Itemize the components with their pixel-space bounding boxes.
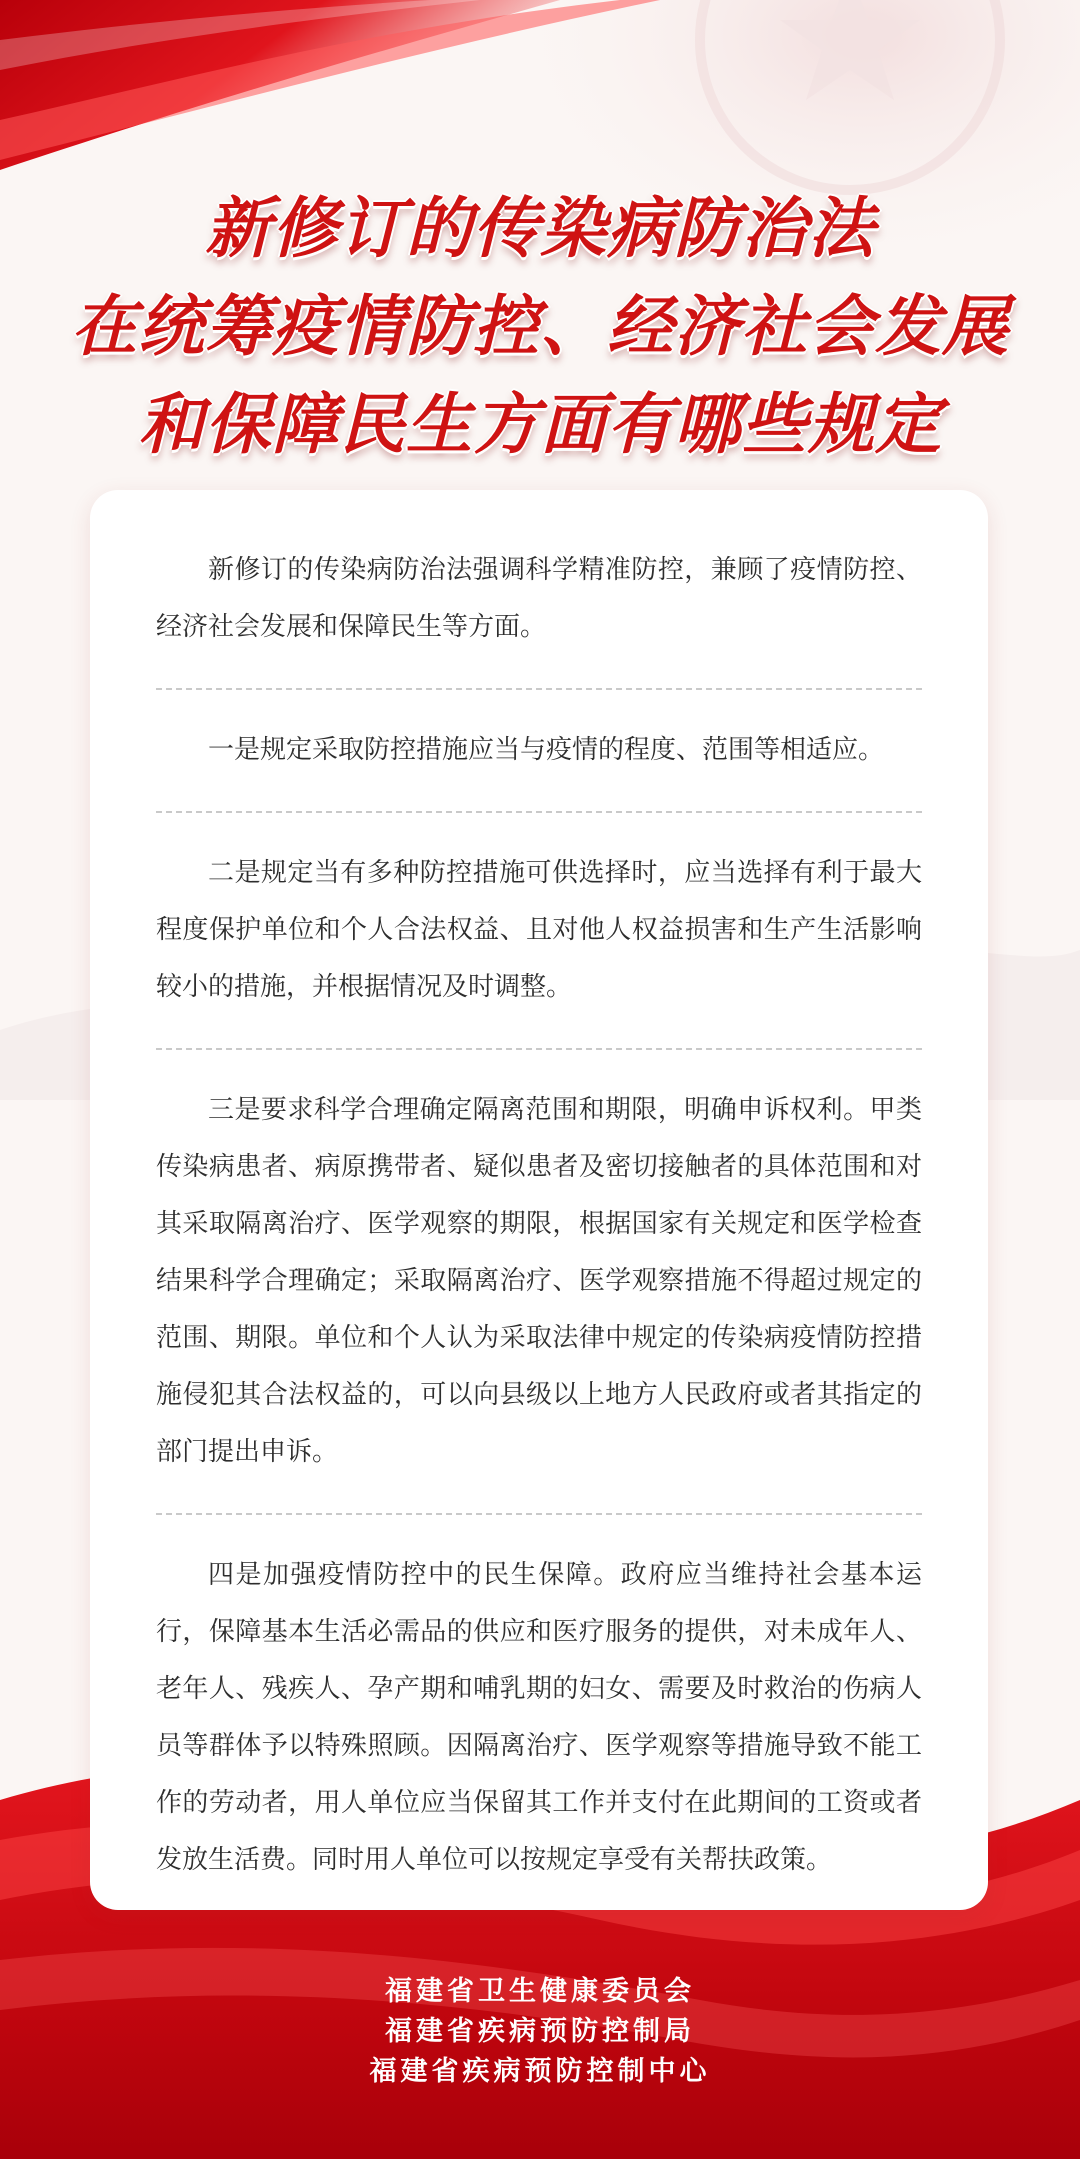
paragraph-point-1: 一是规定采取防控措施应当与疫情的程度、范围等相适应。: [208, 735, 885, 765]
issuer-name: 福建省疾病预防控制中心: [369, 2056, 711, 2087]
paragraph-point-2: 二是规定当有多种防控措施可供选择时，应当选择有利于最大程度保护单位和个人合法权益、且对他人权益损害和生产生活影响较小的措施，并根据情况及时调整。: [156, 858, 922, 1002]
paragraph-intro: 新修订的传染病防治法强调科学精准防控，兼顾了疫情防控、经济社会发展和保障民生等方面。: [156, 555, 922, 642]
content-card: [90, 490, 988, 1910]
issuer-footer: [0, 1972, 1080, 2092]
dashed-divider: [156, 1048, 922, 1050]
page-title: [0, 180, 1080, 474]
issuer-name: 福建省疾病预防控制局: [385, 2016, 695, 2047]
dashed-divider: [156, 811, 922, 813]
issuer-name: 福建省卫生健康委员会: [385, 1976, 695, 2007]
title-line-3: 和保障民生方面有哪些规定: [138, 386, 942, 463]
title-line-1: 新修订的传染病防治法: [205, 190, 875, 267]
dashed-divider: [156, 688, 922, 690]
paragraph-point-3: 三是要求科学合理确定隔离范围和期限，明确申诉权利。甲类传染病患者、病原携带者、疑似患者及密切接触者的具体范围和对其采取隔离治疗、医学观察的期限，根据国家有关规定和医学检查结果科学合理确定；采取隔离治疗、医学观察措施不得超过规定的范围、期限。单位和个人认为采取法律中规定的传染病疫情防控措施侵犯其合法权益的，可以向县级以上地方人民政府或者其指定的部门提出申诉。: [156, 1095, 922, 1467]
dashed-divider: [156, 1513, 922, 1515]
paragraph-point-4: 四是加强疫情防控中的民生保障。政府应当维持社会基本运行，保障基本生活必需品的供应和医疗服务的提供，对未成年人、老年人、残疾人、孕产期和哺乳期的妇女、需要及时救治的伤病人员等群体予以特殊照顾。因隔离治疗、医学观察等措施导致不能工作的劳动者，用人单位应当保留其工作并支付在此期间的工资或者发放生活费。同时用人单位可以按规定享受有关帮扶政策。: [156, 1560, 922, 1875]
title-line-2: 在统筹疫情防控、经济社会发展: [71, 288, 1009, 365]
